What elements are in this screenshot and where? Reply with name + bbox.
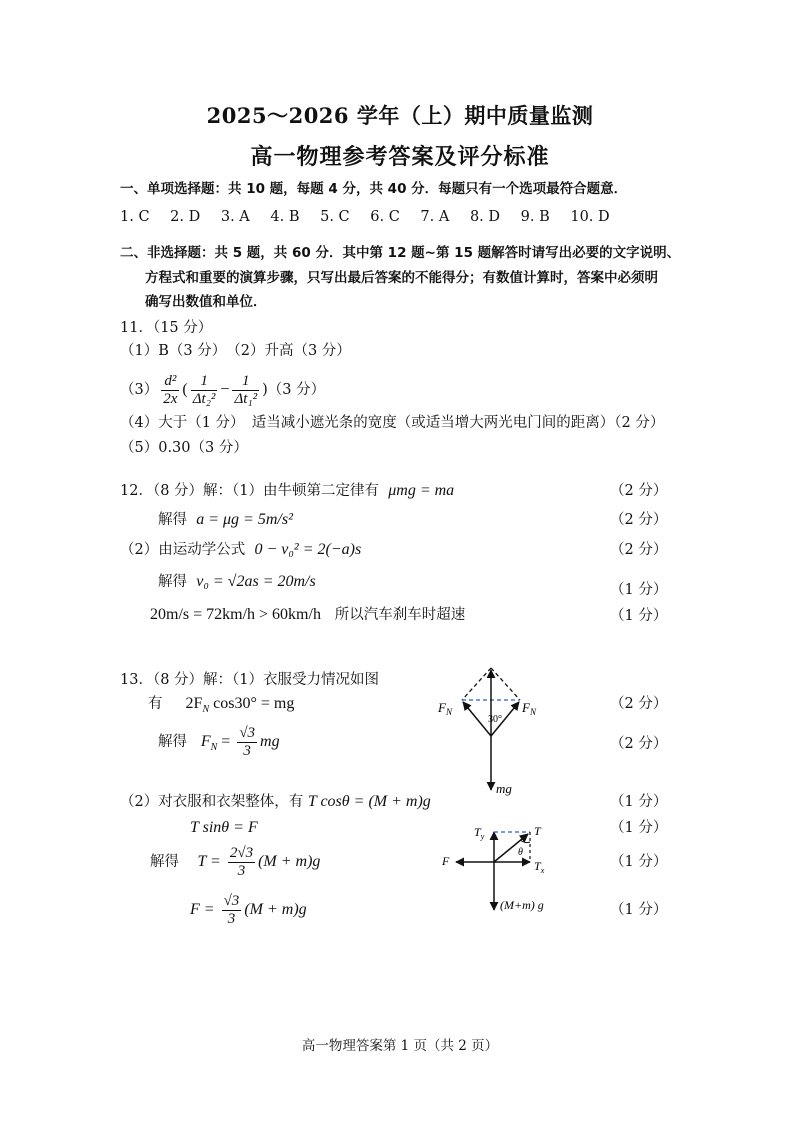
mcq-answer: 8. D bbox=[469, 209, 501, 225]
q13-line4: （2）对衣服和衣架整体，有 T cosθ = (M + m)g bbox=[120, 793, 431, 810]
q12-line1: 12．（8 分）解：（1）由牛顿第二定律有 μmg = ma bbox=[120, 482, 455, 499]
mcq-answer: 3. A bbox=[220, 209, 250, 225]
q11-part3-prefix: （3） bbox=[120, 382, 159, 398]
mcq-answers bbox=[120, 207, 626, 227]
label-fn-right: $F_N$ bbox=[522, 700, 536, 717]
mcq-answer: 2. D bbox=[170, 209, 201, 225]
q13-equation-vertical: T cosθ = (M + m)g bbox=[307, 793, 431, 810]
section2-heading-line2: 方程式和重要的演算步骤，只写出最后答案的不能得分；有数值计算时，答案中必须明 bbox=[145, 270, 658, 286]
q13-line6: 解得 T = $\frac{2√3}{3}$ (M + m)g bbox=[150, 844, 321, 879]
mcq-answer: 10. D bbox=[570, 209, 610, 225]
q12-score-3: （2 分） bbox=[610, 542, 668, 558]
q12-line4: 解得 v₀ = √2as = 20m/s bbox=[158, 573, 316, 590]
q12-score-1: （2 分） bbox=[610, 483, 668, 499]
q11-fraction-1-dt1: $\frac{1}{\text{Δt₁²}}$ bbox=[234, 372, 258, 407]
q13-score-2: （2 分） bbox=[610, 736, 668, 752]
label-weight-mg: mg bbox=[496, 781, 512, 796]
q11-fraction-1-dt2: $\frac{1}{\text{Δt₂²}}$ bbox=[192, 372, 216, 407]
q13-line7 bbox=[190, 890, 307, 930]
q13-equation-fn: $F_N$ = $\frac{√3}{3}$ mg bbox=[200, 724, 280, 759]
q11-fraction-d2-2x: $\frac{\text{d²}}{2x}$ bbox=[163, 372, 178, 407]
q13-score-1: （2 分） bbox=[610, 696, 668, 712]
label-tx: $T_x$ bbox=[534, 859, 545, 875]
q13-equation-force-f: F = $\frac{√3}{3}$ (M + m)g bbox=[190, 892, 307, 927]
section1-heading: 一、单项选择题：共 10 题，每题 4 分，共 40 分．每题只有一个选项最符合题意． bbox=[120, 181, 628, 197]
mcq-answer: 7. A bbox=[420, 209, 450, 225]
q12-score-5: （1 分） bbox=[610, 608, 668, 624]
q12-equation-newton: μmg = ma bbox=[388, 482, 455, 499]
mcq-answer: 1. C bbox=[120, 209, 150, 225]
q12-score-2: （2 分） bbox=[610, 512, 668, 528]
q11-part1-2: （1）B（3 分） （2）升高（3 分） bbox=[120, 343, 351, 359]
label-theta: θ bbox=[518, 847, 523, 858]
q12-line5: 20m/s = 72km/h > 60km/h 所以汽车刹车时超速 bbox=[150, 606, 466, 623]
document-title: 2025～2026 学年（上）期中质量监测 bbox=[206, 103, 594, 128]
q13-line2: 有 $2F_N$ cos30° = mg bbox=[148, 695, 295, 716]
q12-line3: （2）由运动学公式 0 − v₀² = 2(−a)s bbox=[120, 541, 362, 558]
force-diagram-clothes bbox=[430, 660, 570, 800]
q12-score-4: （1 分） bbox=[610, 582, 668, 598]
mcq-answer: 4. B bbox=[270, 209, 300, 225]
q12-equation-acceleration: a = μg = 5m/s² bbox=[196, 511, 293, 528]
q13-score-3: （1 分） bbox=[610, 794, 668, 810]
label-ty: $T_y$ bbox=[474, 825, 485, 841]
q13-score-4: （1 分） bbox=[610, 820, 668, 836]
page-footer: 高一物理答案第 1 页（共 2 页） bbox=[301, 1038, 499, 1054]
q11-part3: （3） $\frac{\text{d²}}{2x}$ ( $\frac{1}{\text{Δt₂²}}$ − $\frac{1}{\text{Δt₁²}}$ )（3 分） bbox=[120, 372, 326, 407]
q11-part4: （4）大于（1 分） 适当减小遮光条的宽度（或适当增大两光电门间的距离）（2 分） bbox=[120, 415, 665, 431]
q13-score-5: （1 分） bbox=[610, 854, 668, 870]
q12-line2: 解得 a = μg = 5m/s² bbox=[158, 511, 293, 528]
q13-line5 bbox=[190, 818, 258, 838]
q12-equation-speed-compare: 20m/s = 72km/h > 60km/h bbox=[150, 606, 321, 623]
q13-equation-tension: T = $\frac{2√3}{3}$ (M + m)g bbox=[197, 844, 321, 879]
force-diagram-system bbox=[440, 818, 590, 918]
q13-equation-horizontal: T sinθ = F bbox=[190, 819, 258, 836]
section2-heading-line1: 二、非选择题：共 5 题，共 60 分．其中第 12 题~第 15 题解答时请写出必要的文字说明、 bbox=[120, 245, 681, 261]
label-angle-30: 30° bbox=[488, 714, 502, 725]
q12-equation-kinematics: 0 − v₀² = 2(−a)s bbox=[254, 541, 362, 558]
mcq-answer: 5. C bbox=[320, 209, 350, 225]
label-fn-left: $F_N$ bbox=[438, 700, 452, 717]
label-weight-system: (M+m) g bbox=[500, 898, 544, 912]
section2-heading-line3: 确写出数值和单位． bbox=[145, 294, 267, 310]
document-subtitle: 高一物理参考答案及评分标准 bbox=[250, 144, 550, 170]
mcq-answer: 9. B bbox=[520, 209, 550, 225]
q13-line1: 13．（8 分）解：（1）衣服受力情况如图 bbox=[120, 672, 380, 688]
label-f: F bbox=[442, 854, 450, 868]
label-t: T bbox=[534, 824, 541, 838]
q11-title: 11．（15 分） bbox=[120, 320, 213, 336]
mcq-answer: 6. C bbox=[370, 209, 400, 225]
q12-equation-velocity: v₀ = √2as = 20m/s bbox=[196, 573, 316, 590]
q13-score-6: （1 分） bbox=[610, 902, 668, 918]
q13-equation-balance: $2F_N$ cos30° = mg bbox=[185, 695, 295, 716]
q13-line3: 解得 $F_N$ = $\frac{√3}{3}$ mg bbox=[158, 724, 280, 759]
q11-part5: （5）0.30（3 分） bbox=[120, 440, 248, 456]
